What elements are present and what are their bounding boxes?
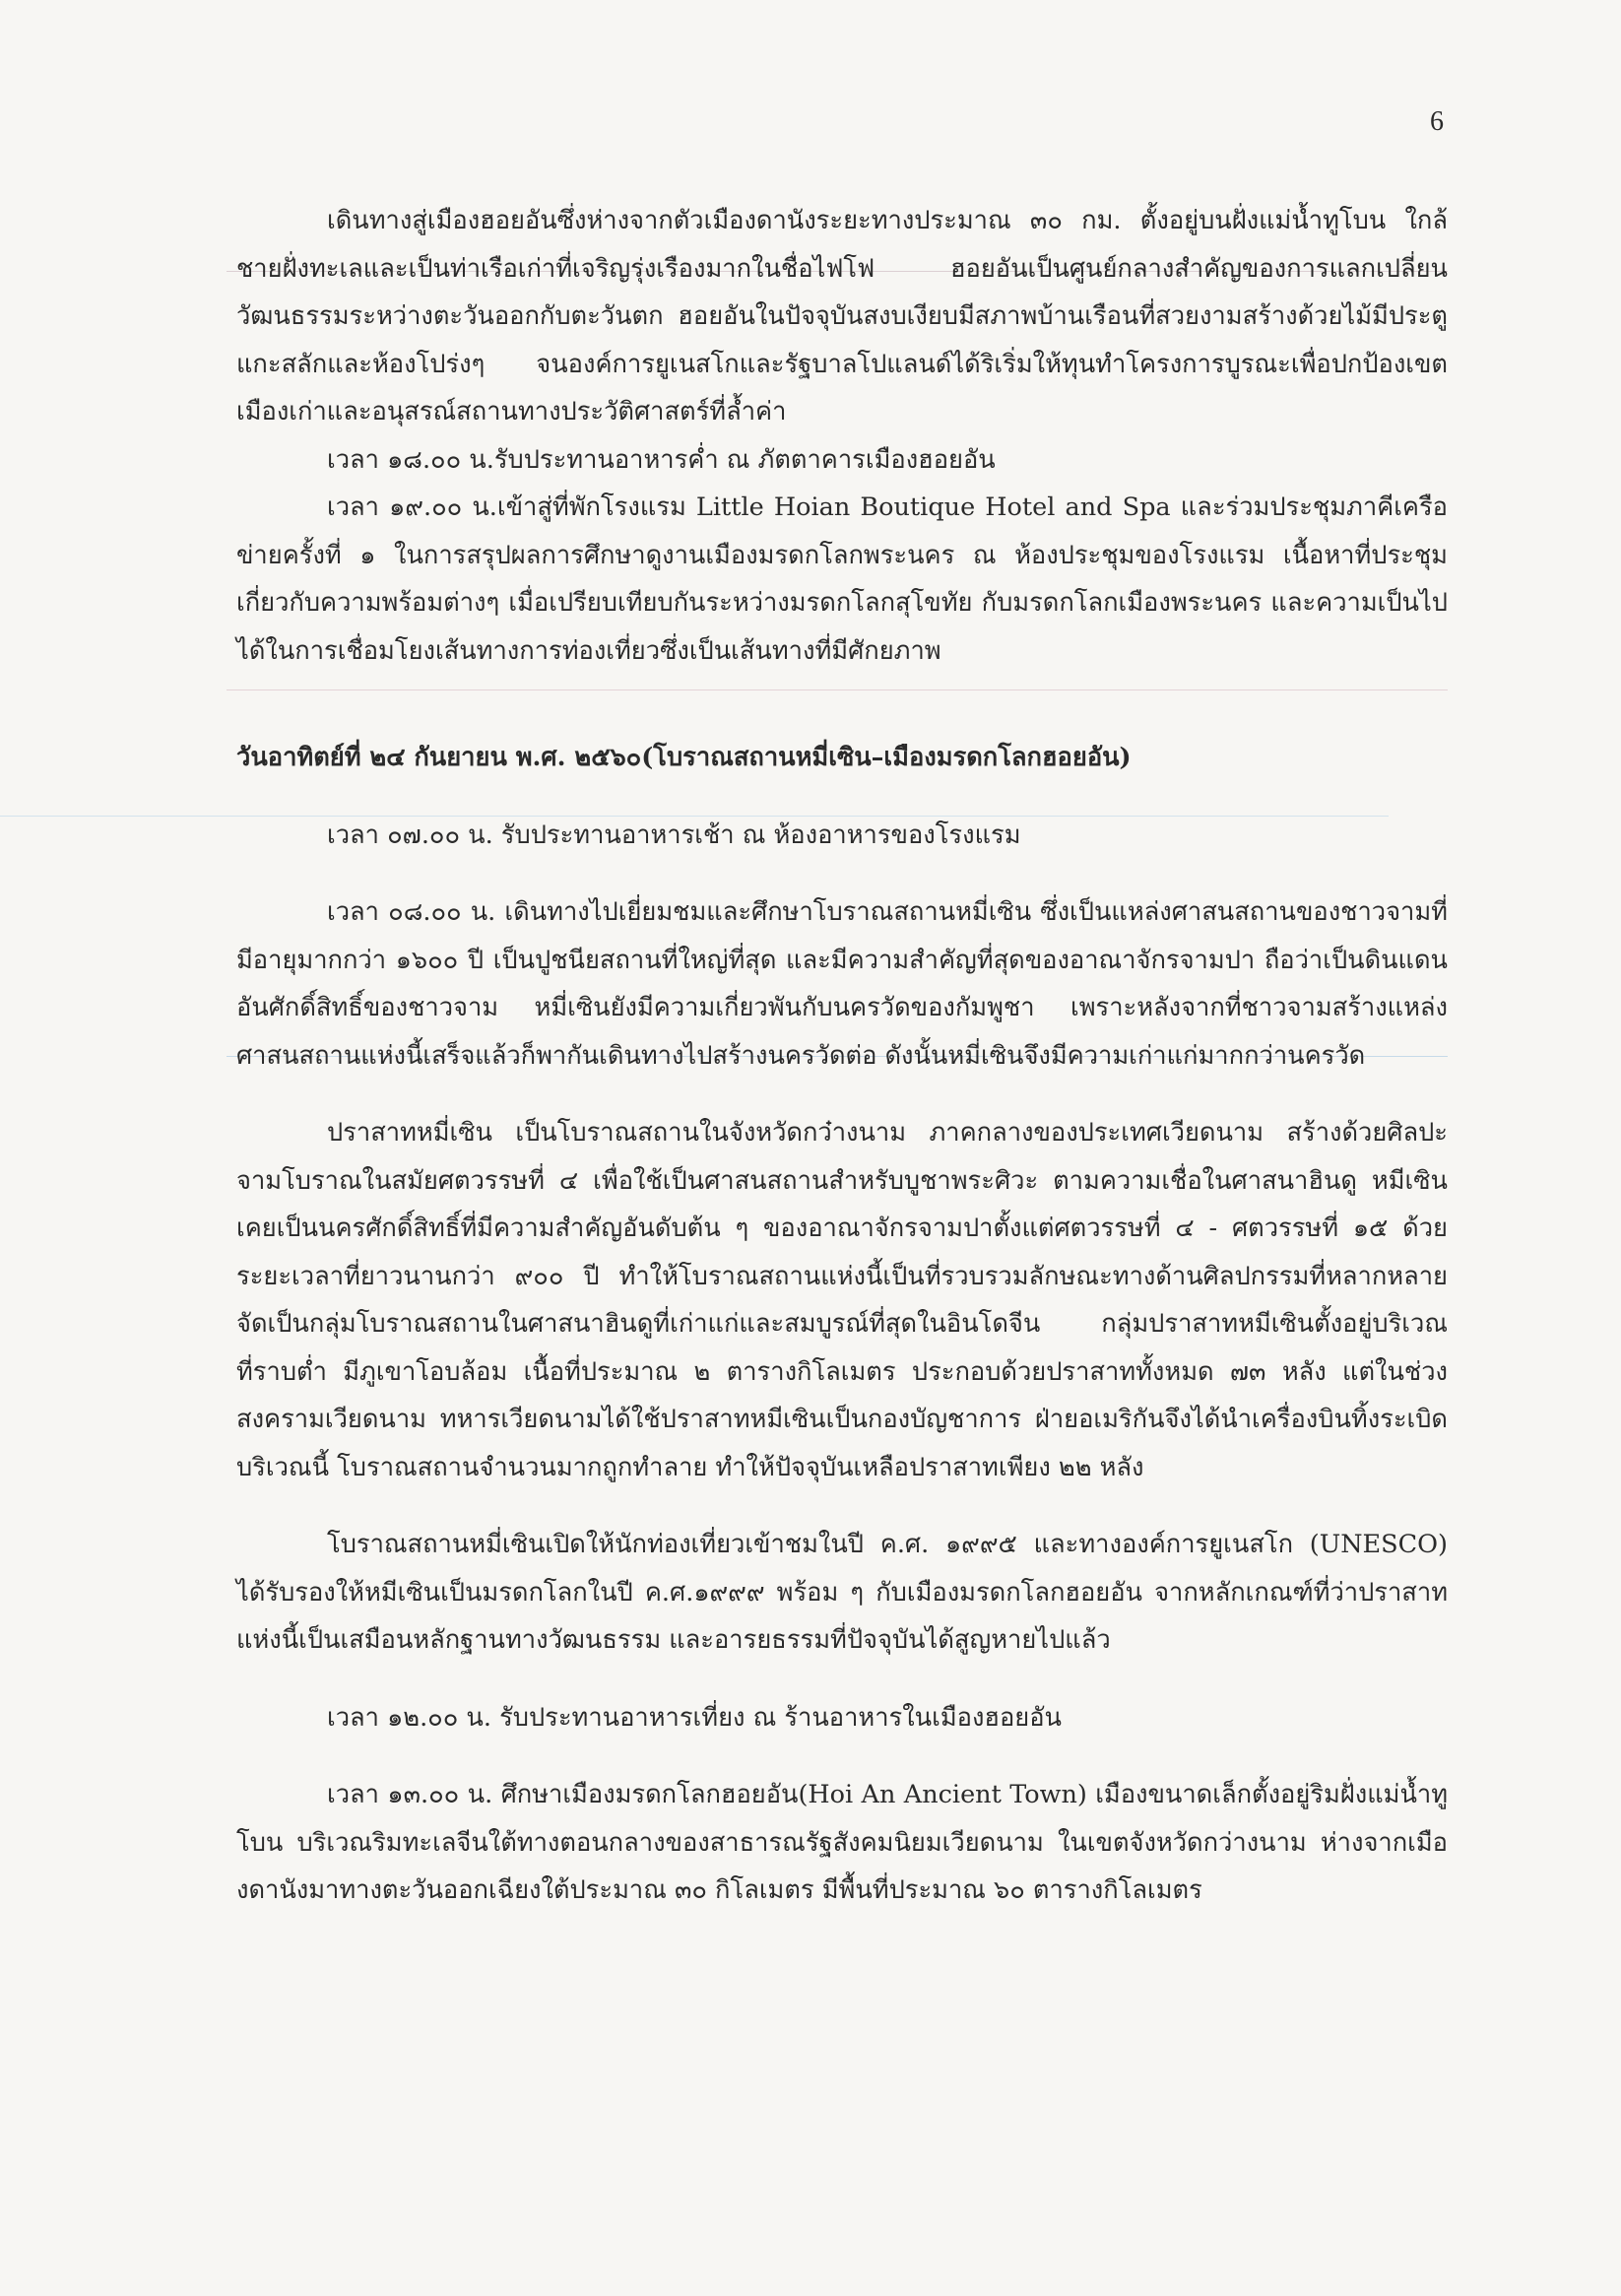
paragraph-breakfast: เวลา ๐๗.๐๐ น. รับประทานอาหารเช้า ณ ห้องอาหารของโรงแรม <box>327 820 1021 850</box>
document-body <box>236 197 1448 1915</box>
day-heading: วันอาทิตย์ที่ ๒๔ กันยายน พ.ศ. ๒๕๖๐(โบราณสถานหมี่เซิน–เมืองมรดกโลกฮอยอัน) <box>236 743 1132 772</box>
paragraph-hoian-intro: เดินทางสู่เมืองฮอยอันซึ่งห่างจากตัวเมืองดานังระยะทางประมาณ ๓๐ กม. ตั้งอยู่บนฝั่งแม่น้ำทูโบน ใกล้ชายฝั่งทะเลและเป็นท่าเรือเก่าที่เจริญรุ่งเรืองมากในชื่อไฟโฟ ฮอยอันเป็นศูนย์กลางสำคัญของการแลกเปลี่ยนวัฒนธรรมระหว่างตะวันออกกับตะวันตก ฮอยอันในปัจจุบันสงบเงียบมีสภาพบ้านเรือนที่สวยงามสร้างด้วยไม้มีประตูแกะสลักและห้องโปร่งๆ จนองค์การยูเนสโกและรัฐบาลโปแลนด์ได้ริเริ่มให้ทุนทำโครงการบูรณะเพื่อปกป้องเขตเมืองเก่าและอนุสรณ์สถานทางประวัติศาสตร์ที่ล้ำค่า <box>236 206 1448 426</box>
paragraph-hoian-town: เวลา ๑๓.๐๐ น. ศึกษาเมืองมรดกโลกฮอยอัน(Hoi An Ancient Town) เมืองขนาดเล็กตั้งอยู่ริมฝั่งแม่น้ำทูโบน บริเวณริมทะเลจีนใต้ทางตอนกลางของสาธารณรัฐสังคมนิยมเวียดนาม ในเขตจังหวัดกว่างนาม ห่างจากเมืองดานังมาทางตะวันออกเฉียงใต้ประมาณ ๓๐ กิโลเมตร มีพื้นที่ประมาณ ๖๐ ตารางกิโลเมตร <box>236 1780 1448 1905</box>
paragraph-lunch: เวลา ๑๒.๐๐ น. รับประทานอาหารเที่ยง ณ ร้านอาหารในเมืองฮอยอัน <box>327 1702 1062 1733</box>
page-number: 6 <box>1430 106 1444 137</box>
paragraph-hotel-meeting: เวลา ๑๙.๐๐ น.เข้าสู่ที่พักโรงแรม Little Hoian Boutique Hotel and Spa และร่วมประชุมภาคีเครือข่ายครั้งที่ ๑ ในการสรุปผลการศึกษาดูงานเมืองมรดกโลกพระนคร ณ ห้องประชุมของโรงแรม เนื้อหาที่ประชุมเกี่ยวกับความพร้อมต่างๆ เมื่อเปรียบเทียบกันระหว่างมรดกโลกสุโขทัย กับมรดกโลกเมืองพระนคร และความเป็นไปได้ในการเชื่อมโยงเส้นทางการท่องเที่ยวซึ่งเป็นเส้นทางที่มีศักยภาพ <box>236 492 1448 666</box>
paragraph-my-son-history: ปราสาทหมี่เซิน เป็นโบราณสถานในจังหวัดกว๋างนาม ภาคกลางของประเทศเวียดนาม สร้างด้วยศิลปะจามโบราณในสมัยศตวรรษที่ ๔ เพื่อใช้เป็นศาสนสถานสำหรับบูชาพระศิวะ ตามความเชื่อในศาสนาฮินดู หมีเซินเคยเป็นนครศักดิ์สิทธิ์ที่มีความสำคัญอันดับต้น ๆ ของอาณาจักรจามปาตั้งแต่ศตวรรษที่ ๔ - ศตวรรษที่ ๑๕ ด้วยระยะเวลาที่ยาวนานกว่า ๙๐๐ ปี ทำให้โบราณสถานแห่งนี้เป็นที่รวบรวมลักษณะทางด้านศิลปกรรมที่หลากหลาย จัดเป็นกลุ่มโบราณสถานในศาสนาฮินดูที่เก่าแก่และสมบูรณ์ที่สุดในอินโดจีน กลุ่มปราสาทหมีเซินตั้งอยู่บริเวณที่ราบต่ำ มีภูเขาโอบล้อม เนื้อที่ประมาณ ๒ ตารางกิโลเมตร ประกอบด้วยปราสาททั้งหมด ๗๓ หลัง แต่ในช่วงสงครามเวียดนาม ทหารเวียดนามได้ใช้ปราสาทหมีเซินเป็นกองบัญชาการ ฝ่ายอเมริกันจึงได้นำเครื่องบินทิ้งระเบิดบริเวณนี้ โบราณสถานจำนวนมากถูกทำลาย ทำให้ปัจจุบันเหลือปราสาทเพียง ๒๒ หลัง <box>236 1118 1448 1482</box>
paragraph-unesco: โบราณสถานหมี่เซินเปิดให้นักท่องเที่ยวเข้าชมในปี ค.ศ. ๑๙๙๕ และทางองค์การยูเนสโก (UNESCO) ได้รับรองให้หมีเซินเป็นมรดกโลกในปี ค.ศ.๑๙๙๙ พร้อม ๆ กับเมืองมรดกโลกฮอยอัน จากหลักเกณฑ์ที่ว่าปราสาทแห่งนี้เป็นเสมือนหลักฐานทางวัฒนธรรม และอารยธรรมที่ปัจจุบันได้สูญหายไปแล้ว <box>236 1530 1448 1655</box>
paragraph-my-son-visit: เวลา ๐๘.๐๐ น. เดินทางไปเยี่ยมชมและศึกษาโบราณสถานหมี่เซิน ซึ่งเป็นแหล่งศาสนสถานของชาวจามที่มีอายุมากกว่า ๑๖๐๐ ปี เป็นปูชนียสถานที่ใหญ่ที่สุด และมีความสำคัญที่สุดของอาณาจักรจามปา ถือว่าเป็นดินแดนอันศักดิ์สิทธิ์ของชาวจาม หมี่เซินยังมีความเกี่ยวพันกับนครวัดของกัมพูชา เพราะหลังจากที่ชาวจามสร้างแหล่งศาสนสถานแห่งนี้เสร็จแล้วก็พากันเดินทางไปสร้างนครวัดต่อ ดังนั้นหมี่เซินจึงมีความเก่าแก่มากกว่านครวัด <box>236 897 1448 1071</box>
paragraph-dinner: เวลา ๑๘.๐๐ น.รับประทานอาหารค่ำ ณ ภัตตาคารเมืองฮอยอัน <box>327 444 996 475</box>
